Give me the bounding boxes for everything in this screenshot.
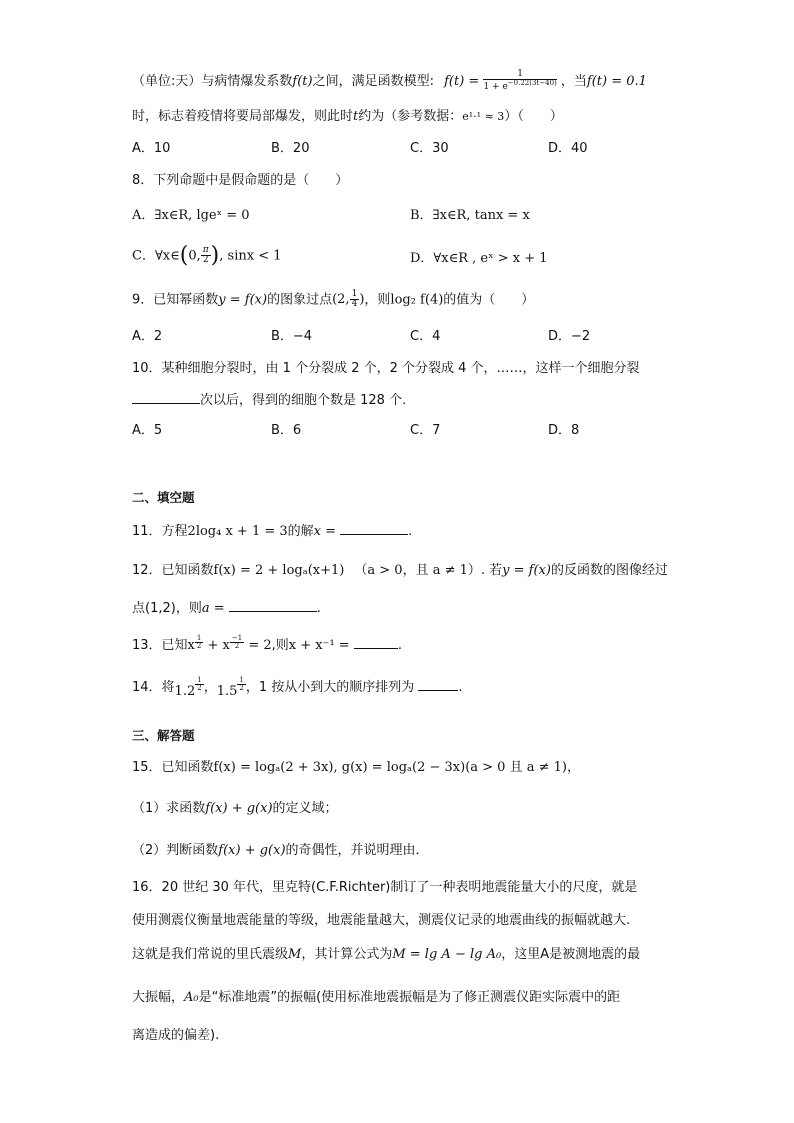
q11-end: . — [408, 524, 413, 539]
q15-part1 — [132, 800, 338, 818]
q11-mid: 的解 — [287, 524, 314, 539]
q9-point — [332, 289, 365, 310]
section-answer-title: 三、解答题 — [132, 728, 195, 743]
q8-option-c-post: , sinx < 1 — [219, 248, 282, 264]
q11-pre: 11．方程 — [132, 524, 188, 539]
q9-func: y = f(x) — [218, 292, 268, 308]
q15-p2f: f(x) + g(x) — [218, 843, 286, 858]
q7-text-d: 时，标志着疫情将要局部爆发，则此时 — [132, 109, 354, 124]
section-fill-in-title: 二、填空题 — [132, 490, 195, 505]
q15-funcs: f(x) = logₐ(2 + 3x), g(x) = logₐ(2 − 3x)(a > 0 且 a ≠ 1) — [213, 760, 567, 775]
q15-part2 — [132, 842, 429, 860]
q10-line1: 10．某种细胞分裂时，由 1 个分裂成 2 个，2 个分裂成 4 个，……，这样一个细胞分裂 — [132, 361, 640, 376]
q7-frac-den: 1 + e — [483, 82, 508, 93]
q15-p2b: 的奇偶性，并说明理由． — [285, 843, 429, 858]
q7-text-f: ）（ ） — [504, 109, 563, 124]
q14-exp1 — [195, 677, 203, 693]
q16-M: M — [288, 947, 302, 962]
q11-x: x = — [313, 524, 337, 539]
q7-ref-data: e¹·¹ ≈ 3 — [462, 110, 505, 123]
q9-pt-num: 1 — [351, 289, 358, 299]
q13-exp2-den: 2 — [234, 642, 240, 651]
q12-line2 — [132, 598, 321, 618]
q14-power1 — [174, 676, 204, 699]
q13-x1: x — [187, 638, 195, 653]
q16-line4b: 是“标准地震”的振幅(使用标准地震振幅是为了修正测震仪距实际震中的距 — [198, 990, 621, 1005]
q14-exp1-num: 1 — [197, 676, 202, 684]
q9-option-b: B．−4 — [271, 329, 313, 344]
q13-plus: + x — [203, 638, 230, 653]
q14-base2: 1.5 — [216, 684, 238, 699]
q7-line1 — [132, 70, 647, 93]
q7-frac-exp: −0.22(3t−40) — [507, 79, 557, 88]
q9-option-c: C．4 — [410, 329, 441, 344]
q12-post: 的反函数的图像经过 — [550, 563, 668, 578]
q12-cond: （a > 0，且 a ≠ 1）. 若 — [354, 563, 503, 578]
q10-line2-text: 次以后，得到的细胞个数是 128 个. — [200, 393, 407, 408]
q13-exp2-num: 1 — [237, 634, 243, 642]
q13-eq: = 2 — [244, 638, 272, 653]
q14 — [132, 677, 463, 697]
q15-end: ， — [566, 760, 580, 775]
q14-exp2 — [237, 677, 245, 693]
q13-blank — [354, 635, 398, 649]
q8-option-c — [132, 242, 282, 268]
q9-text-c: ，则 — [364, 292, 391, 308]
q8-option-d: D．∀x∈R , eˣ > x + 1 — [410, 251, 548, 266]
q8-close-paren: ) — [210, 242, 220, 268]
q9-option-a: A．2 — [132, 329, 163, 344]
q13-pre: 13．已知 — [132, 638, 188, 653]
q7-option-a: A．10 — [132, 141, 171, 156]
q15-p2a: （2）判断函数 — [132, 843, 219, 858]
q7-t-var: t — [353, 109, 359, 124]
q8-option-a: A．∃x∈R, lgeˣ = 0 — [132, 208, 250, 223]
q8-option-c-zero: 0, — [188, 248, 201, 264]
q9-quarter — [350, 290, 360, 310]
q7-ft: f(t) — [292, 73, 313, 89]
q16-A0: A₀ — [184, 990, 199, 1005]
q13 — [132, 635, 402, 655]
q16-formula: M = lg A − lg A₀ — [392, 947, 502, 962]
q13-end: . — [397, 638, 402, 653]
q11-blank — [340, 521, 408, 535]
q14-pre: 14．将 — [132, 680, 175, 695]
q8-pi: π — [202, 245, 209, 255]
q13-exp1-den: 2 — [196, 642, 202, 651]
q13-expr: x + x⁻¹ = — [288, 638, 350, 653]
q14-sep: ， — [203, 680, 217, 695]
q16-line2: 使用测震仪衡量地震能量的等级，地震能量越大，测震仪记录的地震曲线的振幅就越大. — [132, 913, 631, 928]
q7-line2 — [132, 108, 563, 126]
q12-pre: 12．已知函数 — [132, 563, 214, 578]
q7-option-d: D．40 — [548, 141, 588, 156]
q13-mid: ,则 — [271, 638, 289, 653]
q9-expr: log₂ f(4) — [390, 292, 444, 308]
q16-line3 — [132, 946, 640, 964]
q7-option-c: C．30 — [410, 141, 449, 156]
q7-option-b: B．20 — [271, 141, 310, 156]
q8-option-b: B．∃x∈R, tanx = x — [410, 208, 530, 223]
q10-option-b: B．6 — [271, 423, 302, 438]
q7-ft-eq: f(t) = 0.1 — [586, 73, 647, 89]
q13-exp1-num: 1 — [196, 634, 202, 642]
q16-line5: 离造成的偏差). — [132, 1028, 220, 1043]
q11 — [132, 521, 412, 541]
q7-model-fraction — [483, 70, 556, 93]
q9-stem — [132, 290, 534, 310]
q12-func: f(x) = 2 + logₐ(x+1) — [213, 563, 345, 578]
q7-text-c: ，当 — [560, 73, 587, 89]
q16-line4 — [132, 989, 620, 1007]
q16-line1: 16．20 世纪 30 年代，里克特(C.F.Richter)制订了一种表明地震能量大小的尺度，就是 — [132, 880, 638, 895]
q9-text-d: 的值为（ ） — [443, 292, 535, 308]
q9-pt-pre: (2, — [332, 292, 350, 308]
q15-p1b: 的定义域； — [272, 801, 338, 816]
q9-text-a: 9．已知幂函数 — [132, 292, 219, 308]
q8-pi-fraction — [201, 246, 211, 266]
q12-line2a: 点(1,2)，则 — [132, 601, 202, 616]
q9-pt-den: 4 — [351, 299, 358, 310]
q7-text-b: 之间，满足函数模型: — [312, 73, 434, 89]
q14-base1: 1.2 — [174, 684, 196, 699]
q11-equation: 2log₄ x + 1 = 3 — [187, 524, 288, 539]
q15-stem — [132, 759, 580, 777]
q15-pre: 15．已知函数 — [132, 760, 214, 775]
q14-end: . — [458, 680, 463, 695]
q9-text-b: 的图象过点 — [267, 292, 333, 308]
q9-option-d: D．−2 — [548, 329, 591, 344]
q8-open-paren: ( — [179, 242, 189, 268]
q16-line3c: ，这里A是被测地震的最 — [501, 947, 641, 962]
q16-line4a: 大振幅， — [132, 990, 185, 1005]
q7-model-lhs: f(t) = — [444, 73, 480, 89]
q14-exp2-den: 2 — [239, 684, 244, 693]
q16-line3a: 这就是我们常说的里氏震级 — [132, 947, 289, 962]
q8-two: 2 — [202, 255, 209, 266]
q14-exp2-num: 1 — [239, 676, 244, 684]
q8-option-c-pre: C．∀x∈ — [132, 248, 180, 264]
q13-expr-left — [187, 634, 272, 653]
q10-option-a: A．5 — [132, 423, 163, 438]
q10-line2 — [132, 390, 406, 410]
q12-a-eq: a = — [201, 601, 225, 616]
q12-end: . — [316, 601, 321, 616]
q10-option-c: C．7 — [410, 423, 441, 438]
q7-frac-num: 1 — [483, 70, 556, 80]
q15-p1a: （1）求函数 — [132, 801, 206, 816]
q16-line3b: ，其计算公式为 — [301, 947, 393, 962]
q12-blank — [229, 598, 317, 612]
q15-p1f: f(x) + g(x) — [205, 801, 273, 816]
q10-option-d: D．8 — [548, 423, 580, 438]
q7-text-e: 约为（参考数据： — [358, 109, 463, 124]
q14-exp1-den: 2 — [197, 684, 202, 693]
q12-line1 — [132, 562, 668, 580]
q10-blank — [132, 390, 200, 404]
q14-blank — [418, 677, 458, 691]
q14-post: ，1 按从小到大的顺序排列为 — [245, 680, 415, 695]
q14-power2 — [216, 676, 246, 699]
q9-pt-post: ) — [359, 292, 365, 308]
q13-exp2: $\frac{-1}{2}$ — [231, 634, 243, 651]
q7-text-a: （单位:天）与病情爆发系数 — [132, 73, 293, 89]
q8-stem: 8．下列命题中是假命题的是（ ） — [132, 173, 349, 188]
q12-inv: y = f(x) — [502, 563, 551, 578]
